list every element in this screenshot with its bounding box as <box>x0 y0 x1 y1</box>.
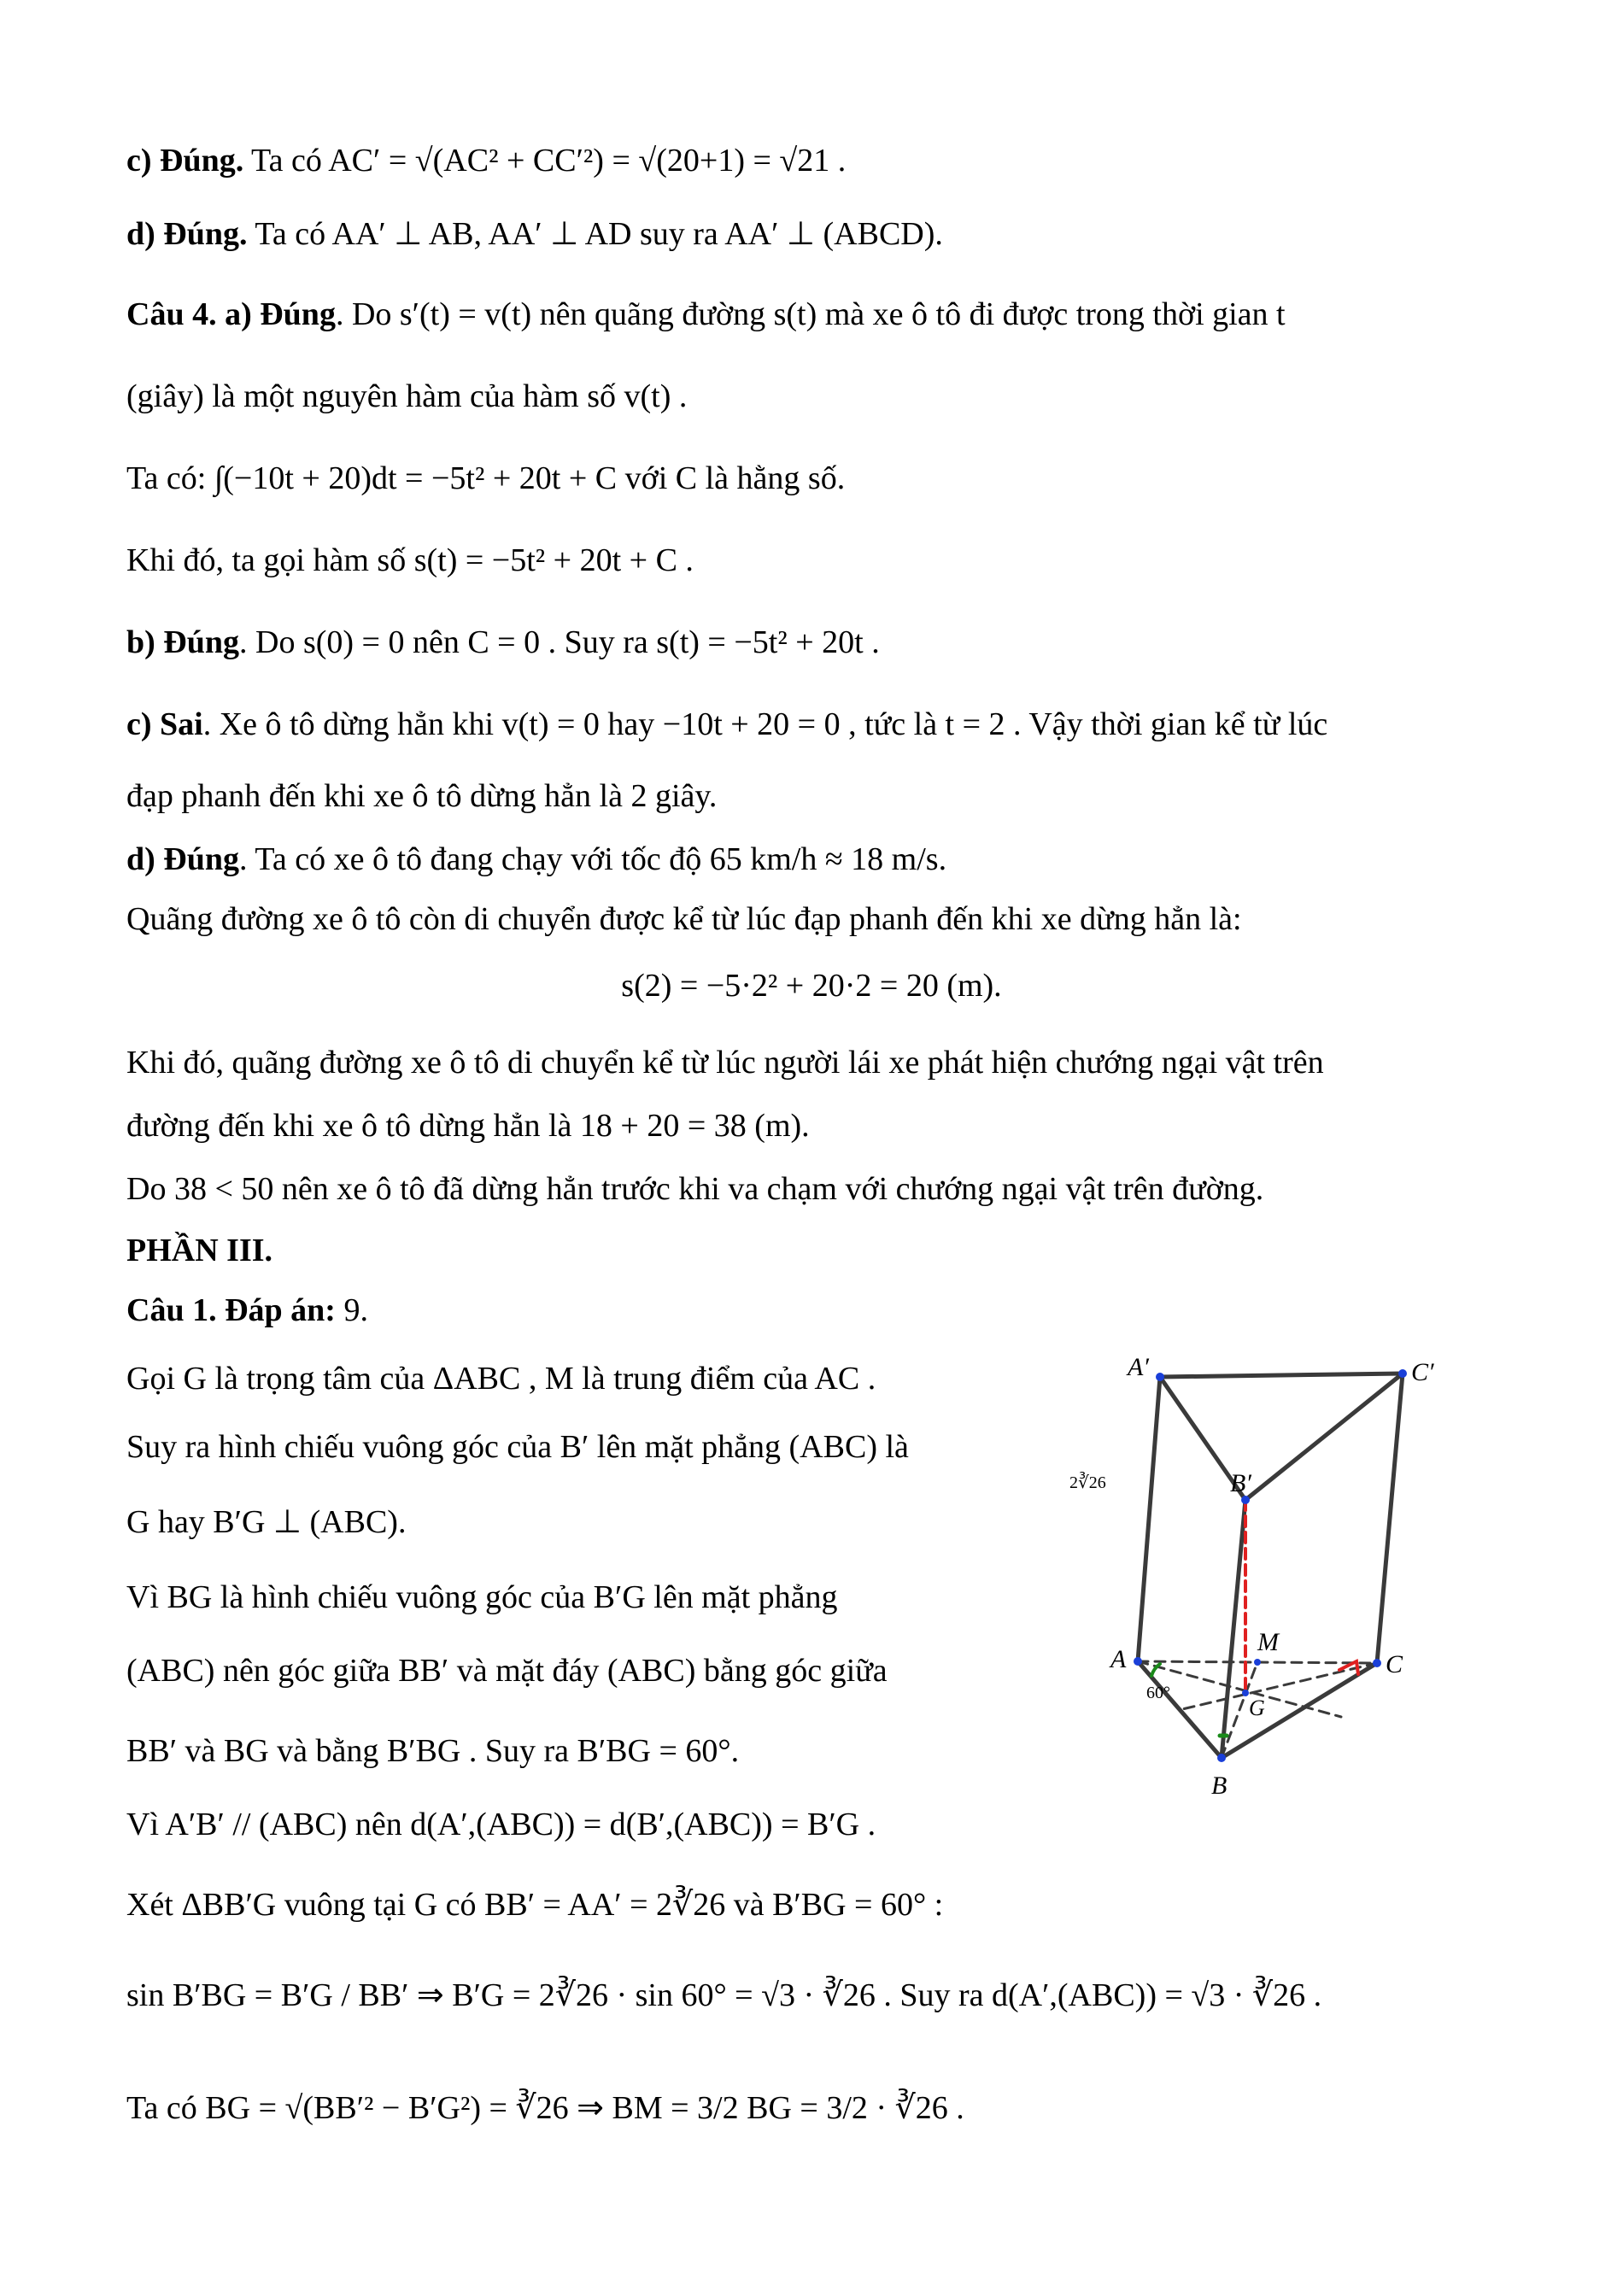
line-19: Suy ra hình chiếu vuông góc của B′ lên mặt phẳng (ABC) là <box>126 1429 909 1465</box>
line-2: d) Đúng. Ta có AA′ ⊥ AB, AA′ ⊥ AD suy ra AA′ ⊥ (ABCD). <box>126 216 943 252</box>
label-m: M <box>1257 1628 1279 1656</box>
label-edge-length: 2∛26 <box>1069 1473 1106 1492</box>
line-4: (giây) là một nguyên hàm của hàm số v(t) . <box>126 378 688 414</box>
line-17: Câu 1. Đáp án: 9. <box>126 1292 368 1328</box>
edge-a1-a <box>1138 1377 1160 1661</box>
line-10: d) Đúng. Ta có xe ô tô đang chạy với tốc độ 65 km/h ≈ 18 m/s. <box>126 841 947 877</box>
line-24: Vì A′B′ // (ABC) nên d(A′,(ABC)) = d(B′,(ABC)) = B′G . <box>126 1807 876 1842</box>
prism-figure <box>1068 1341 1512 1836</box>
edge-b1-b <box>1222 1500 1245 1758</box>
line-23: BB′ và BG và bằng B′BG . Suy ra B′BG = 60°. <box>126 1733 740 1769</box>
line-14: đường đến khi xe ô tô dừng hẳn là 18 + 20 = 38 (m). <box>126 1108 810 1144</box>
line-25: Xét ΔBB′G vuông tại G có BB′ = AA′ = 2∛26 và B′BG = 60° : <box>126 1887 944 1923</box>
line-6: Khi đó, ta gọi hàm số s(t) = −5t² + 20t + C . <box>126 542 694 578</box>
line-18: Gọi G là trọng tâm của ΔABC , M là trung điểm của AC . <box>126 1361 876 1397</box>
edge-a1-c1 <box>1160 1374 1403 1377</box>
line-26: sin B′BG = B′G / BB′ ⇒ B′G = 2∛26 · sin 60° = √3 · ∛26 . Suy ra d(A′,(ABC)) = √3 · ∛26 . <box>126 1977 1322 2013</box>
point-a <box>1134 1657 1142 1666</box>
line-5: Ta có: ∫(−10t + 20)dt = −5t² + 20t + C với C là hằng số. <box>126 460 846 496</box>
line-20: G hay B′G ⊥ (ABC). <box>126 1504 407 1540</box>
point-m <box>1254 1659 1261 1666</box>
line-13: Khi đó, quãng đường xe ô tô di chuyển kể từ lúc người lái xe phát hiện chướng ngại vật trên <box>126 1045 1324 1081</box>
line-7: b) Đúng. Do s(0) = 0 nên C = 0 . Suy ra s(t) = −5t² + 20t . <box>126 624 880 660</box>
point-g <box>1242 1690 1249 1696</box>
line-27: Ta có BG = √(BB′² − B′G²) = ∛26 ⇒ BM = 3/2 BG = 3/2 · ∛26 . <box>126 2090 964 2126</box>
angle-arc-a <box>1151 1664 1160 1676</box>
line-11: Quãng đường xe ô tô còn di chuyển được kể từ lúc đạp phanh đến khi xe dừng hẳn là: <box>126 901 1242 937</box>
line-21: Vì BG là hình chiếu vuông góc của B′G lên mặt phẳng <box>126 1579 838 1615</box>
label-g: G <box>1249 1696 1265 1720</box>
label-b1: B′ <box>1230 1469 1251 1497</box>
median-c-g-dashed <box>1179 1663 1377 1710</box>
line-15: Do 38 < 50 nên xe ô tô đã dừng hẳn trước khi va chạm với chướng ngại vật trên đường. <box>126 1171 1264 1207</box>
label-b: B <box>1211 1772 1228 1800</box>
section-heading: PHẦN III. <box>126 1233 273 1268</box>
prism-diagram <box>1068 1341 1512 1836</box>
label-c: C <box>1386 1650 1403 1678</box>
line-8: c) Sai. Xe ô tô dừng hẳn khi v(t) = 0 hay −10t + 20 = 0 , tức là t = 2 . Vậy thời gian kể từ lúc <box>126 706 1328 742</box>
line-12-formula: s(2) = −5·2² + 20·2 = 20 (m). <box>621 968 1002 1004</box>
label-angle-60: 60° <box>1146 1684 1170 1702</box>
edge-c1-b1 <box>1245 1374 1403 1500</box>
point-a1 <box>1156 1373 1164 1381</box>
label-a: A <box>1110 1645 1127 1673</box>
point-c1 <box>1398 1369 1407 1378</box>
point-c <box>1373 1659 1381 1667</box>
label-c1: C′ <box>1411 1358 1434 1386</box>
point-b <box>1217 1754 1226 1762</box>
line-9: đạp phanh đến khi xe ô tô dừng hẳn là 2 giây. <box>126 778 718 814</box>
line-22: (ABC) nên góc giữa BB′ và mặt đáy (ABC) bằng góc giữa <box>126 1653 888 1689</box>
line-1: c) Đúng. Ta có AC′ = √(AC² + CC′²) = √(20+1) = √21 . <box>126 143 847 179</box>
line-3: Câu 4. a) Đúng. Do s′(t) = v(t) nên quãng đường s(t) mà xe ô tô đi được trong thời gian t <box>126 296 1286 332</box>
edge-c1-c <box>1377 1374 1403 1663</box>
label-a1: A′ <box>1128 1353 1149 1381</box>
